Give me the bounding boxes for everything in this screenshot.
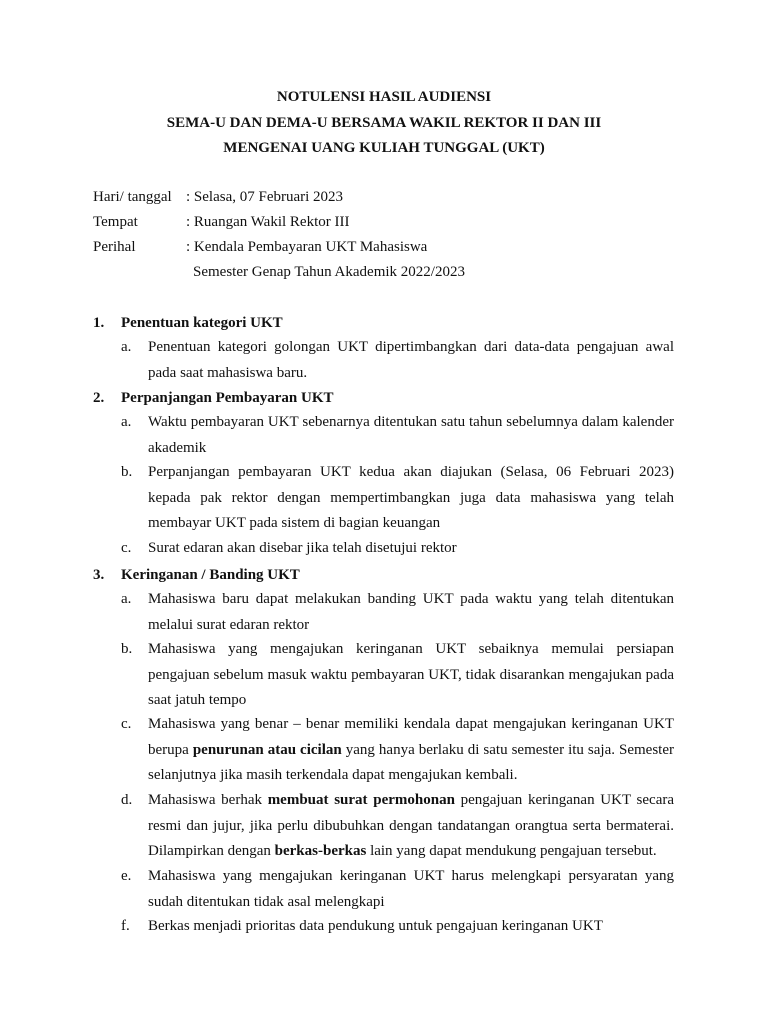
list-item-2a: [121, 410, 674, 461]
item-letter: f.: [121, 918, 130, 934]
section-title: Perpanjangan Pembayaran UKT: [121, 390, 334, 406]
item-letter: c.: [121, 540, 132, 556]
item-text: [148, 712, 674, 789]
item-bold-text: berkas-berkas: [274, 843, 367, 859]
list-item-1a: [121, 335, 674, 386]
item-bold-text: membuat surat permohonan: [267, 792, 455, 808]
item-bold-text: penurunan atau cicilan: [192, 741, 342, 758]
section-number: 2.: [93, 390, 105, 406]
item-text: [148, 788, 674, 865]
item-text-part: yang hanya berlaku di satu semester itu saja. Semester selanjutnya jika masih terkendala dapat mengajukan kembali.: [148, 741, 674, 783]
item-text: Berkas menjadi prioritas data pendukung untuk pengajuan keringanan UKT: [148, 918, 603, 934]
list-item-2b: [121, 460, 674, 537]
list-item-3f: [121, 914, 674, 940]
meta-place-value: : Ruangan Wakil Rektor III: [186, 214, 350, 230]
meta-subject-value: : Kendala Pembayaran UKT Mahasiswa: [186, 239, 428, 255]
section-number: 1.: [93, 315, 105, 331]
meta-subject-row: [93, 238, 427, 256]
item-text: Perpanjangan pembayaran UKT kedua akan diajukan (Selasa, 06 Februari 2023) kepada pak rektor dengan mempertimbangkan juga data mahasiswa yang telah membayar UKT pada sistem di bagian keuangan: [148, 464, 674, 531]
item-text-part: Mahasiswa berhak: [148, 792, 268, 808]
section-heading-2: [93, 389, 334, 407]
section-heading-1: [93, 314, 283, 332]
item-letter: d.: [121, 792, 133, 808]
list-item-3d: [121, 788, 674, 865]
item-text: Waktu pembayaran UKT sebenarnya ditentukan satu tahun sebelumnya dalam kalender akademik: [148, 414, 674, 456]
meta-place-row: [93, 213, 349, 231]
item-letter: b.: [121, 641, 133, 657]
item-text: Mahasiswa baru dapat melakukan banding UKT pada waktu yang telah ditentukan melalui surat edaran rektor: [148, 591, 674, 633]
item-text-part: lain yang dapat mendukung pengajuan tersebut.: [366, 843, 657, 859]
item-text-part: Mahasiswa yang benar – benar memiliki kendala dapat mengajukan keringanan UKT berupa: [148, 716, 674, 758]
item-letter: a.: [121, 339, 132, 355]
item-text: Mahasiswa yang mengajukan keringanan UKT harus melengkapi persyaratan yang sudah ditentukan tidak asal melengkapi: [148, 868, 674, 910]
meta-subject-label: Perihal: [93, 239, 136, 255]
item-text: Surat edaran akan disebar jika telah disetujui rektor: [148, 540, 457, 556]
section-title: Keringanan / Banding UKT: [121, 567, 300, 583]
item-letter: e.: [121, 868, 132, 884]
list-item-3a: [121, 587, 674, 638]
item-letter: b.: [121, 464, 133, 480]
doc-title-line-2: SEMA-U DAN DEMA-U BERSAMA WAKIL REKTOR II DAN III: [166, 115, 602, 131]
meta-place-label: Tempat: [93, 214, 138, 230]
list-item-3c: [121, 712, 674, 789]
item-text: Mahasiswa yang mengajukan keringanan UKT sebaiknya memulai persiapan pengajuan sebelum masuk waktu pembayaran UKT, tidak disarankan mengajukan pada saat jatuh tempo: [148, 641, 674, 708]
doc-title-line-1: NOTULENSI HASIL AUDIENSI: [276, 89, 492, 105]
item-text: Penentuan kategori golongan UKT dipertimbangkan dari data-data pengajuan awal pada saat mahasiswa baru.: [148, 339, 674, 381]
section-number: 3.: [93, 567, 105, 583]
list-item-3b: [121, 637, 674, 714]
list-item-2c: [121, 536, 674, 562]
section-title: Penentuan kategori UKT: [121, 315, 283, 331]
meta-date-row: [93, 188, 343, 206]
meta-date-value: : Selasa, 07 Februari 2023: [186, 189, 344, 205]
list-item-3e: [121, 864, 674, 915]
meta-date-label: Hari/ tanggal: [93, 189, 172, 205]
item-text-part: pengajuan keringanan UKT secara resmi dan jujur, jika perlu dibubuhkan dengan tandatangan orangtua serta bermaterai. Dilampirkan dengan: [148, 792, 674, 859]
doc-title-line-3: MENGENAI UANG KULIAH TUNGGAL (UKT): [223, 140, 545, 156]
meta-subject-value-continued: Semester Genap Tahun Akademik 2022/2023: [193, 264, 465, 280]
item-letter: a.: [121, 591, 132, 607]
section-heading-3: [93, 566, 300, 584]
item-letter: c.: [121, 716, 132, 732]
item-letter: a.: [121, 414, 132, 430]
